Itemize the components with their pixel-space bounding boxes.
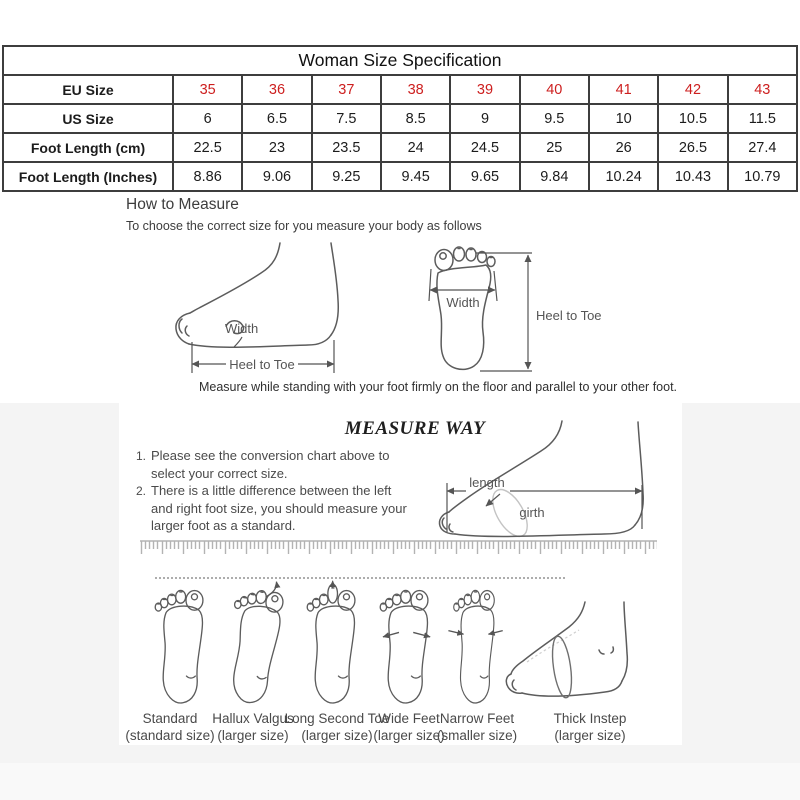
foot-type-note: (smaller size) — [436, 727, 518, 743]
step-text: Please see the conversion chart above to select your correct size. — [151, 448, 390, 481]
sole-width-label: Width — [446, 295, 480, 310]
foot-long-second-toe-illustration — [300, 579, 368, 709]
sole-foot-diagram — [428, 243, 603, 377]
table-cell: 36 — [242, 75, 311, 104]
foot-hallux-valgus-illustration — [222, 579, 290, 709]
table-cell: 41 — [589, 75, 658, 104]
measure-caption: Measure while standing with your foot firmly on the floor and parallel to your other foot. — [198, 380, 678, 394]
side-foot-diagram — [168, 242, 348, 376]
step-number: 1. — [136, 449, 147, 463]
foot-standard-illustration — [148, 579, 216, 709]
table-cell: 23 — [242, 133, 311, 162]
table-cell: 10.24 — [589, 162, 658, 191]
table-cell: 10.79 — [728, 162, 797, 191]
measure-step-1 — [136, 447, 436, 482]
foot-type-label-thick-instep — [530, 711, 650, 744]
table-cell: 23.5 — [312, 133, 381, 162]
table-cell: 8.5 — [381, 104, 450, 133]
foot-wide-feet-illustration — [373, 579, 441, 709]
table-cell: 40 — [520, 75, 589, 104]
how-to-measure-heading: How to Measure — [126, 196, 239, 213]
foot-type-name: Standard — [142, 711, 198, 726]
table-cell: 6 — [173, 104, 242, 133]
foot-thick-instep-illustration — [505, 602, 650, 708]
table-cell: 9.45 — [381, 162, 450, 191]
table-cell: 37 — [312, 75, 381, 104]
measure-way-title: MEASURE WAY — [344, 418, 486, 439]
table-cell: 8.86 — [173, 162, 242, 191]
table-cell: 26.5 — [658, 133, 727, 162]
foot-type-name: Long Second Toe — [284, 711, 390, 726]
table-row-eu — [3, 75, 797, 104]
foot-type-note: (larger size) — [301, 727, 373, 743]
measure-step-2 — [136, 482, 436, 535]
us-size-label: US Size — [3, 104, 173, 133]
measure-steps — [136, 447, 436, 535]
ruler — [140, 540, 657, 556]
foot-type-name: Hallux Valgus — [212, 711, 294, 726]
table-row-inches — [3, 162, 797, 191]
table-cell: 42 — [658, 75, 727, 104]
foot-type-note: (standard size) — [125, 727, 215, 743]
measure-foot-diagram — [436, 421, 651, 543]
table-cell: 9.5 — [520, 104, 589, 133]
table-cell: 11.5 — [728, 104, 797, 133]
table-cell: 35 — [173, 75, 242, 104]
foot-length-inches-label: Foot Length (Inches) — [3, 162, 173, 191]
size-table-title: Woman Size Specification — [3, 46, 797, 75]
table-cell: 27.4 — [728, 133, 797, 162]
length-label: length — [469, 475, 505, 490]
table-row-us — [3, 104, 797, 133]
foot-type-name: Wide Feet — [378, 711, 440, 726]
how-to-measure-subtitle: To choose the correct size for you measure your body as follows — [126, 219, 482, 233]
foot-type-label-narrow-feet — [417, 711, 537, 744]
size-table-title-row — [3, 46, 797, 75]
foot-type-note: (larger size) — [217, 727, 289, 743]
table-cell: 39 — [450, 75, 519, 104]
table-cell: 24.5 — [450, 133, 519, 162]
sole-heel-to-toe-label: Heel to Toe — [536, 308, 602, 323]
table-cell: 7.5 — [312, 104, 381, 133]
step-text: There is a little difference between the left and right foot size, you should measure your larger foot as a standard. — [151, 483, 407, 533]
foot-type-note: (larger size) — [373, 727, 445, 743]
table-cell: 24 — [381, 133, 450, 162]
foot-type-name: Thick Instep — [553, 711, 627, 726]
bottom-strip — [0, 763, 800, 800]
table-cell: 9.65 — [450, 162, 519, 191]
table-cell: 10.5 — [658, 104, 727, 133]
foot-length-cm-label: Foot Length (cm) — [3, 133, 173, 162]
table-cell: 6.5 — [242, 104, 311, 133]
table-cell: 9.84 — [520, 162, 589, 191]
step-number: 2. — [136, 484, 147, 498]
side-width-label: Width — [225, 321, 259, 336]
foot-narrow-feet-illustration — [442, 579, 510, 709]
table-cell: 10.43 — [658, 162, 727, 191]
eu-size-label: EU Size — [3, 75, 173, 104]
table-cell: 10 — [589, 104, 658, 133]
table-cell: 43 — [728, 75, 797, 104]
table-row-cm — [3, 133, 797, 162]
table-cell: 9.25 — [312, 162, 381, 191]
table-cell: 38 — [381, 75, 450, 104]
table-cell: 9 — [450, 104, 519, 133]
table-cell: 26 — [589, 133, 658, 162]
foot-type-note: (larger size) — [554, 727, 626, 743]
table-cell: 25 — [520, 133, 589, 162]
girth-label: girth — [519, 505, 545, 520]
side-heel-to-toe-label: Heel to Toe — [229, 357, 295, 372]
size-table — [2, 45, 798, 192]
foot-type-name: Narrow Feet — [439, 711, 515, 726]
table-cell: 22.5 — [173, 133, 242, 162]
table-cell: 9.06 — [242, 162, 311, 191]
